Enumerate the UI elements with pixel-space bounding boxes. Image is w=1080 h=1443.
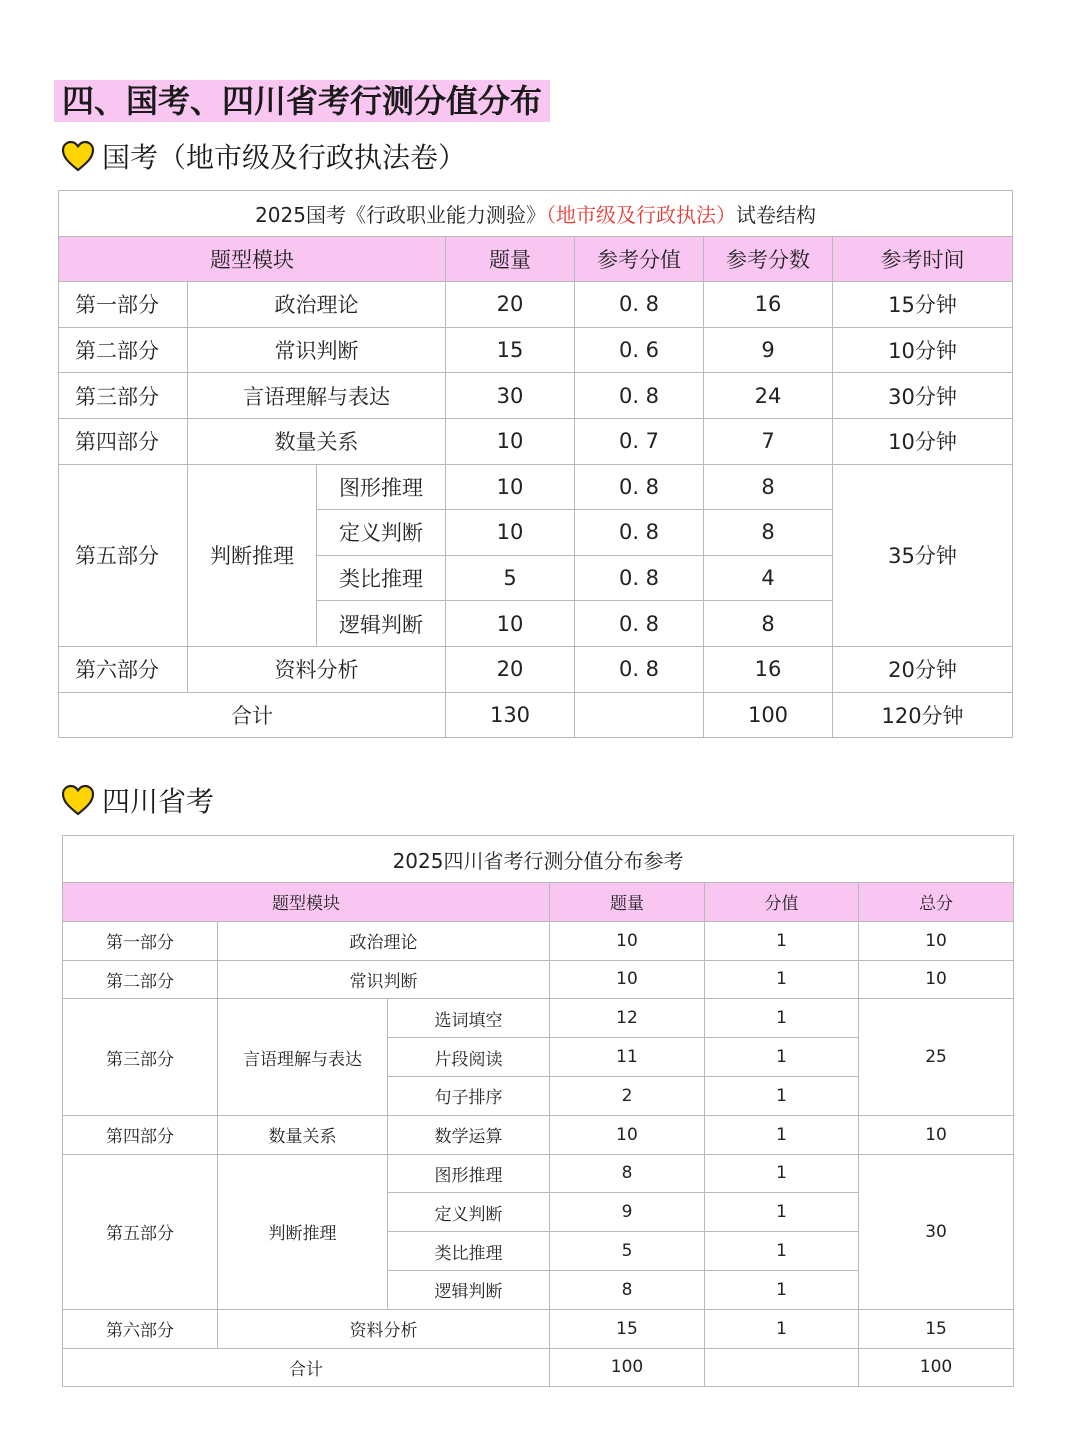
score-cell: 7 <box>704 418 833 464</box>
count-cell: 8 <box>550 1154 705 1193</box>
value-cell: 1 <box>705 1193 859 1232</box>
part-cell: 第五部分 <box>59 464 188 646</box>
sub-module-cell: 逻辑判断 <box>317 601 446 647</box>
value-cell: 1 <box>705 1076 859 1115</box>
part-cell: 第一部分 <box>59 282 188 328</box>
value-cell: 0. 8 <box>575 282 704 328</box>
sub-module-cell: 逻辑判断 <box>388 1270 550 1309</box>
count-cell: 2 <box>550 1076 705 1115</box>
score-cell: 4 <box>704 555 833 601</box>
module-cell: 判断推理 <box>218 1154 388 1309</box>
guokao-structure-table <box>58 190 1013 738</box>
header-cell: 题型模块 <box>63 883 550 922</box>
table-caption <box>59 191 1013 237</box>
header-cell: 分值 <box>705 883 859 922</box>
value-cell: 0. 8 <box>575 510 704 556</box>
total-time-cell: 120分钟 <box>833 692 1013 738</box>
header-cell: 参考时间 <box>833 236 1013 282</box>
module-cell: 资料分析 <box>218 1309 550 1348</box>
table-row <box>63 921 1014 960</box>
count-cell: 20 <box>446 282 575 328</box>
empty-cell <box>705 1348 859 1387</box>
table-row <box>63 999 1014 1038</box>
value-cell: 1 <box>705 960 859 999</box>
table-row <box>59 464 1013 510</box>
sub-module-cell: 片段阅读 <box>388 1038 550 1077</box>
section1-heading-text: 国考（地市级及行政执法卷） <box>102 141 467 174</box>
caption-highlight: （地市级及行政执法） <box>545 202 736 227</box>
score-cell: 24 <box>704 373 833 419</box>
count-cell: 10 <box>550 921 705 960</box>
table-row <box>59 327 1013 373</box>
table-header-row <box>59 236 1013 282</box>
value-cell: 0. 8 <box>575 464 704 510</box>
sub-module-cell: 类比推理 <box>388 1232 550 1271</box>
module-cell: 常识判断 <box>188 327 446 373</box>
sub-module-cell: 类比推理 <box>317 555 446 601</box>
count-cell: 9 <box>550 1193 705 1232</box>
section2-heading-text: 四川省考 <box>102 785 215 818</box>
value-cell: 0. 8 <box>575 555 704 601</box>
time-cell: 10分钟 <box>833 327 1013 373</box>
part-cell: 第三部分 <box>59 373 188 419</box>
count-cell: 30 <box>446 373 575 419</box>
sub-module-cell: 定义判断 <box>388 1193 550 1232</box>
module-cell: 数量关系 <box>188 418 446 464</box>
total-score-cell: 100 <box>704 692 833 738</box>
empty-cell <box>575 692 704 738</box>
total-cell: 25 <box>859 999 1014 1115</box>
table-row <box>59 418 1013 464</box>
total-cell: 10 <box>859 1115 1014 1154</box>
total-row <box>59 692 1013 738</box>
module-cell: 数量关系 <box>218 1115 388 1154</box>
section2-heading <box>60 780 214 820</box>
time-cell: 35分钟 <box>833 464 1013 646</box>
count-cell: 12 <box>550 999 705 1038</box>
count-cell: 10 <box>550 1115 705 1154</box>
table-row <box>63 1154 1014 1193</box>
total-count-cell: 130 <box>446 692 575 738</box>
part-cell: 第二部分 <box>63 960 218 999</box>
header-cell: 题量 <box>446 236 575 282</box>
value-cell: 1 <box>705 1309 859 1348</box>
part-cell: 第六部分 <box>63 1309 218 1348</box>
score-cell: 8 <box>704 510 833 556</box>
part-cell: 第三部分 <box>63 999 218 1115</box>
count-cell: 20 <box>446 646 575 692</box>
time-cell: 30分钟 <box>833 373 1013 419</box>
total-cell: 30 <box>859 1154 1014 1309</box>
count-cell: 11 <box>550 1038 705 1077</box>
time-cell: 15分钟 <box>833 282 1013 328</box>
value-cell: 0. 8 <box>575 373 704 419</box>
count-cell: 10 <box>550 960 705 999</box>
header-cell: 总分 <box>859 883 1014 922</box>
module-cell: 资料分析 <box>188 646 446 692</box>
value-cell: 1 <box>705 1232 859 1271</box>
part-cell: 第四部分 <box>59 418 188 464</box>
count-cell: 8 <box>550 1270 705 1309</box>
value-cell: 0. 8 <box>575 646 704 692</box>
caption-prefix: 2025国考《行政职业能力测验》 <box>255 202 546 227</box>
total-row <box>63 1348 1014 1387</box>
sub-module-cell: 句子排序 <box>388 1076 550 1115</box>
count-cell: 10 <box>446 418 575 464</box>
score-cell: 16 <box>704 282 833 328</box>
total-label-cell: 合计 <box>63 1348 550 1387</box>
table-row <box>59 282 1013 328</box>
value-cell: 1 <box>705 921 859 960</box>
table-header-row <box>63 883 1014 922</box>
heart-icon <box>60 783 96 817</box>
total-cell: 10 <box>859 960 1014 999</box>
value-cell: 0. 7 <box>575 418 704 464</box>
section1-heading <box>60 136 466 176</box>
heart-icon <box>60 139 96 173</box>
module-cell: 政治理论 <box>188 282 446 328</box>
header-cell: 题型模块 <box>59 236 446 282</box>
score-cell: 9 <box>704 327 833 373</box>
table-row <box>63 960 1014 999</box>
count-cell: 10 <box>446 601 575 647</box>
header-cell: 参考分数 <box>704 236 833 282</box>
part-cell: 第一部分 <box>63 921 218 960</box>
total-cell: 15 <box>859 1309 1014 1348</box>
sichuan-score-table <box>62 835 1014 1387</box>
header-cell: 题量 <box>550 883 705 922</box>
module-cell: 言语理解与表达 <box>188 373 446 419</box>
sub-module-cell: 定义判断 <box>317 510 446 556</box>
sub-module-cell: 图形推理 <box>317 464 446 510</box>
count-cell: 15 <box>550 1309 705 1348</box>
count-cell: 15 <box>446 327 575 373</box>
part-cell: 第五部分 <box>63 1154 218 1309</box>
count-cell: 5 <box>446 555 575 601</box>
value-cell: 1 <box>705 1115 859 1154</box>
score-cell: 8 <box>704 601 833 647</box>
table-row <box>59 373 1013 419</box>
value-cell: 0. 8 <box>575 601 704 647</box>
table-row <box>63 1115 1014 1154</box>
total-score-cell: 100 <box>859 1348 1014 1387</box>
count-cell: 5 <box>550 1232 705 1271</box>
module-cell: 判断推理 <box>188 464 317 646</box>
value-cell: 0. 6 <box>575 327 704 373</box>
time-cell: 10分钟 <box>833 418 1013 464</box>
total-cell: 10 <box>859 921 1014 960</box>
value-cell: 1 <box>705 1154 859 1193</box>
part-cell: 第二部分 <box>59 327 188 373</box>
value-cell: 1 <box>705 1038 859 1077</box>
caption-suffix: 试卷结构 <box>735 202 816 227</box>
count-cell: 10 <box>446 510 575 556</box>
time-cell: 20分钟 <box>833 646 1013 692</box>
sub-module-cell: 数学运算 <box>388 1115 550 1154</box>
module-cell: 言语理解与表达 <box>218 999 388 1115</box>
total-count-cell: 100 <box>550 1348 705 1387</box>
header-cell: 参考分值 <box>575 236 704 282</box>
module-cell: 常识判断 <box>218 960 550 999</box>
score-cell: 16 <box>704 646 833 692</box>
sub-module-cell: 选词填空 <box>388 999 550 1038</box>
value-cell: 1 <box>705 999 859 1038</box>
module-cell: 政治理论 <box>218 921 550 960</box>
main-title: 四、国考、四川省考行测分值分布 <box>54 80 550 122</box>
part-cell: 第六部分 <box>59 646 188 692</box>
total-label-cell: 合计 <box>59 692 446 738</box>
table-row <box>63 1309 1014 1348</box>
value-cell: 1 <box>705 1270 859 1309</box>
table-caption: 2025四川省考行测分值分布参考 <box>63 836 1014 883</box>
table-row <box>59 646 1013 692</box>
sub-module-cell: 图形推理 <box>388 1154 550 1193</box>
score-cell: 8 <box>704 464 833 510</box>
count-cell: 10 <box>446 464 575 510</box>
part-cell: 第四部分 <box>63 1115 218 1154</box>
